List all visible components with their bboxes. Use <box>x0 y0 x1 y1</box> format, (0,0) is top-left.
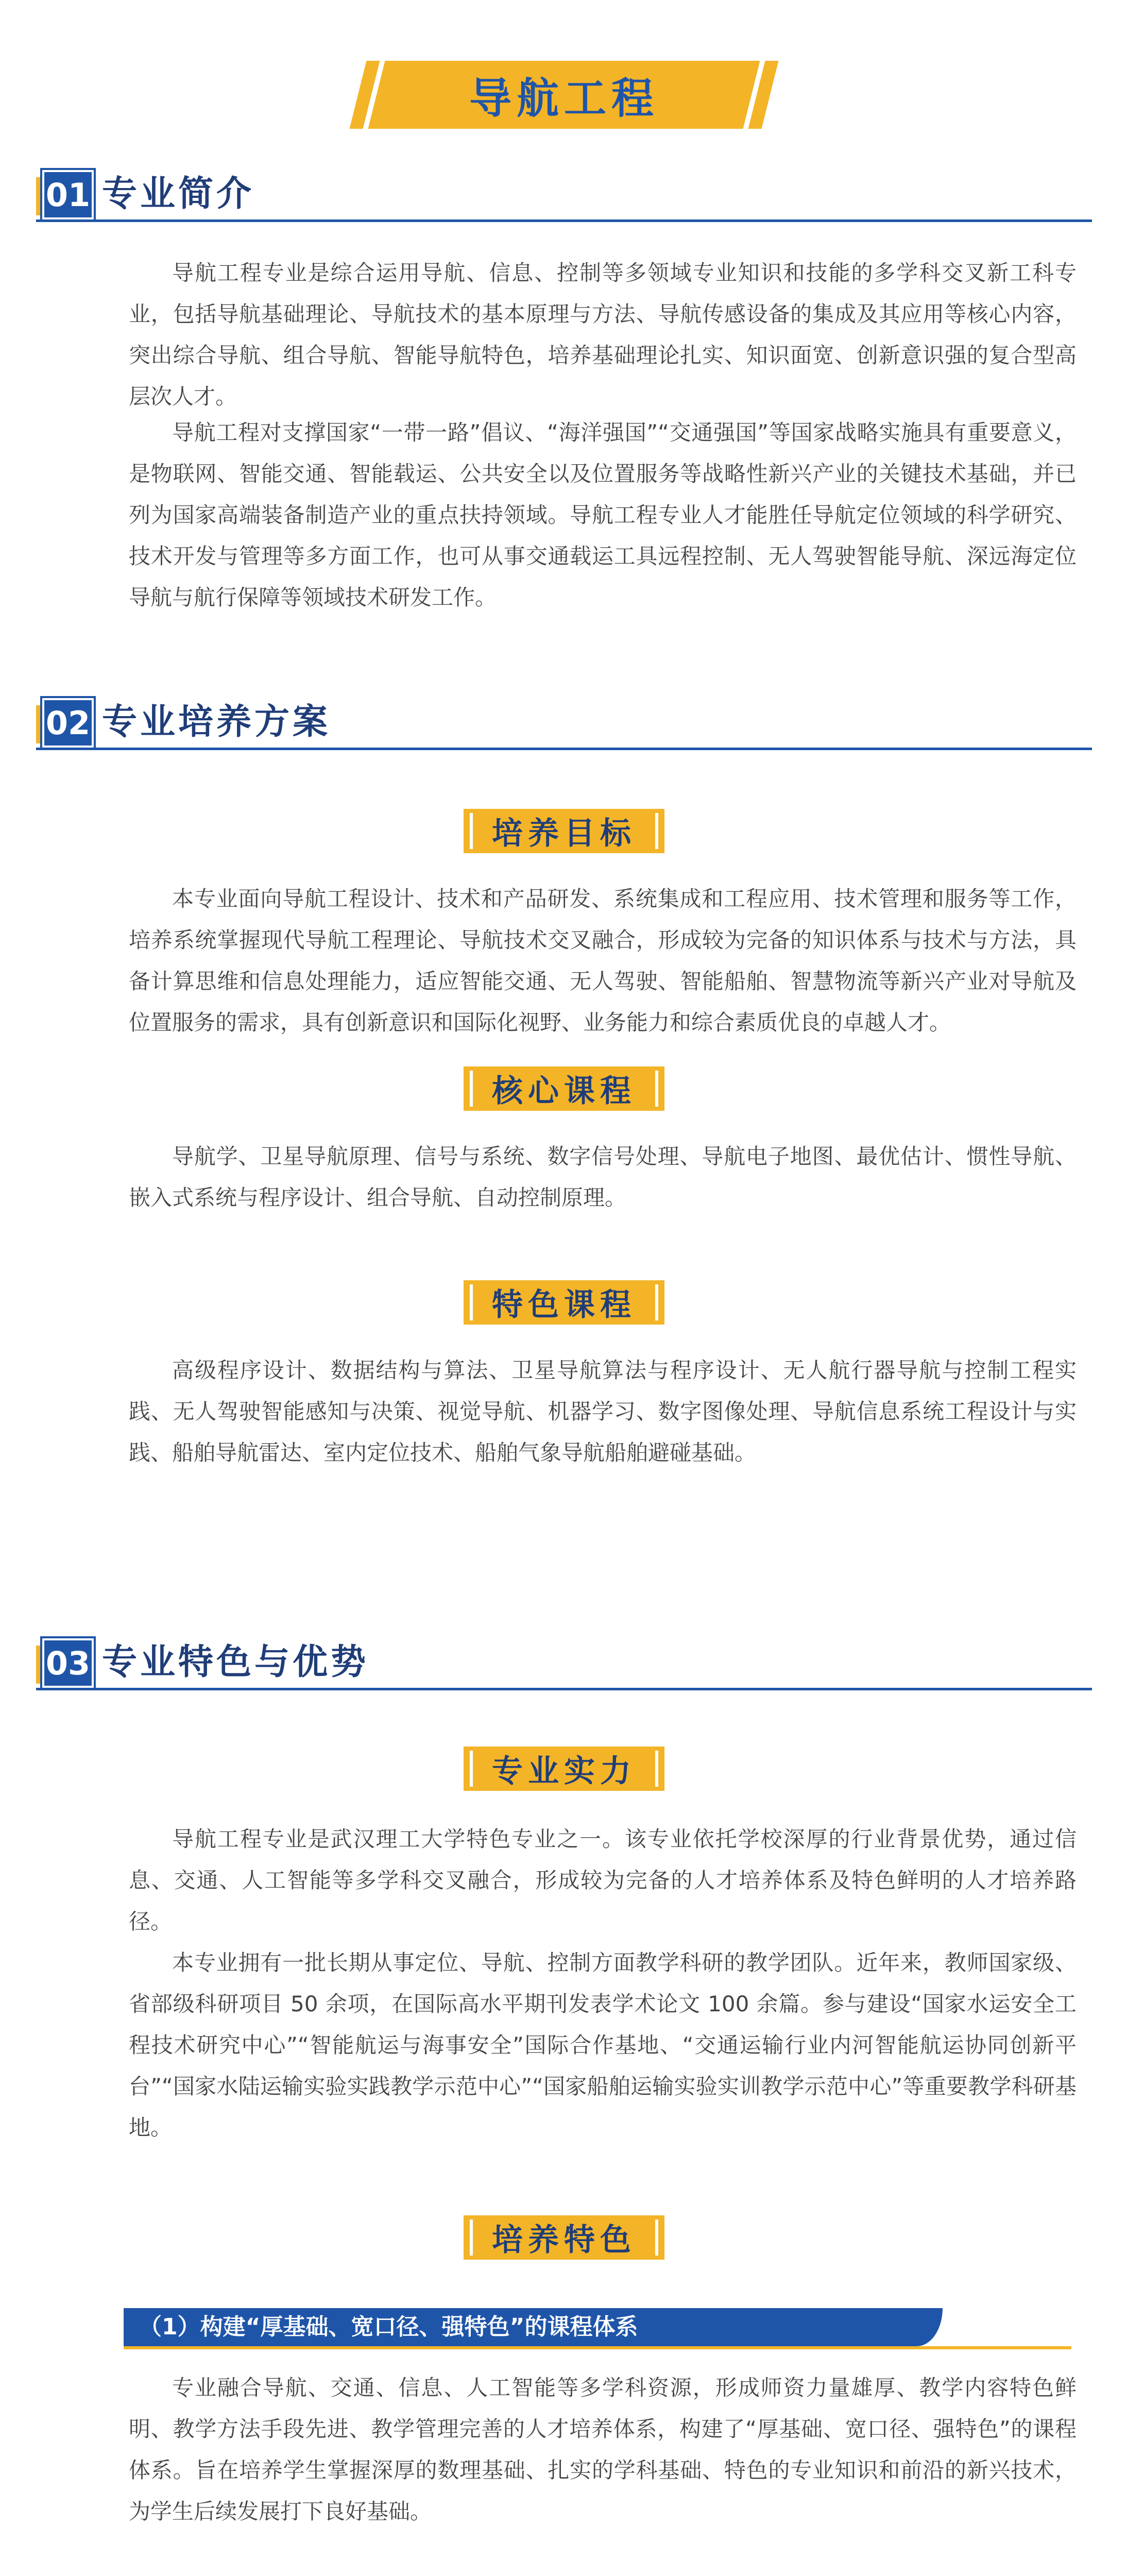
section-header-intro <box>36 170 1092 222</box>
feature-courses-paragraph: 高级程序设计、数据结构与算法、卫星导航算法与程序设计、无人航行器导航与控制工程实践、无人驾驶智能感知与决策、视觉导航、机器学习、数字图像处理、导航信息系统工程设计与实践、船舶导航雷达、室内定位技术、船舶气象导航船舶避碰基础。 <box>129 1358 1077 1465</box>
strength-paragraph-1: 导航工程专业是武汉理工大学特色专业之一。该专业依托学校深厚的行业背景优势，通过信息、交通、人工智能等多学科交叉融合，形成较为完备的人才培养体系及特色鲜明的人才培养路径。 <box>129 1826 1077 1934</box>
intro-paragraph-2: 导航工程对支撑国家“一带一路”倡议、“海洋强国”“交通强国”等国家战略实施具有重要意义，是物联网、智能交通、智能载运、公共安全以及位置服务等战略性新兴产业的关键技术基础，并已列为国家高端装备制造产业的重点扶持领域。导航工程专业人才能胜任导航定位领域的科学研究、技术开发与管理等多方面工作，也可从事交通载运工具远程控制、无人驾驶智能导航、深远海定位导航与航行保障等领域技术研发工作。 <box>129 420 1077 610</box>
page-title: 导航工程 <box>469 74 659 123</box>
intro-paragraph-1: 导航工程专业是综合运用导航、信息、控制等多领域专业知识和技能的多学科交叉新工科专业，包括导航基础理论、导航技术的基本原理与方法、导航传感设备的集成及其应用等核心内容，突出综合导航、组合导航、智能导航特色，培养基础理论扎实、知识面宽、创新意识强的复合型高层次人才。 <box>129 260 1077 409</box>
section-number: 03 <box>42 1638 94 1688</box>
tag-core-courses: 核心课程 <box>464 1066 664 1111</box>
section-number: 02 <box>42 698 94 748</box>
core-courses-paragraph: 导航学、卫星导航原理、信号与系统、数字信号处理、导航电子地图、最优估计、惯性导航、嵌入式系统与程序设计、组合导航、自动控制原理。 <box>129 1144 1077 1210</box>
tag-training-goal: 培养目标 <box>464 809 664 853</box>
tag-strength: 专业实力 <box>464 1747 664 1791</box>
section-number: 01 <box>42 170 94 219</box>
goal-paragraph: 本专业面向导航工程设计、技术和产品研发、系统集成和工程应用、技术管理和服务等工作，培养系统掌握现代导航工程理论、导航技术交叉融合，形成较为完备的知识体系与技术与方法，具备计算思维和信息处理能力，适应智能交通、无人驾驶、智能船舶、智慧物流等新兴产业对导航及位置服务的需求，具有创新意识和国际化视野、业务能力和综合素质优良的卓越人才。 <box>129 886 1077 1035</box>
feature-bar-1: （1）构建“厚基础、宽口径、强特色”的课程体系 <box>124 2308 943 2346</box>
feature-text-1: 专业融合导航、交通、信息、人工智能等多学科资源，形成师资力量雄厚、教学内容特色鲜明、教学方法手段先进、教学管理完善的人才培养体系，构建了“厚基础、宽口径、强特色”的课程体系。旨在培养学生掌握深厚的数理基础、扎实的学科基础、特色的专业知识和前沿的新兴技术，为学生后续发展打下良好基础。 <box>129 2375 1077 2524</box>
tag-feature-courses: 特色课程 <box>464 1280 664 1325</box>
page-title-banner <box>389 61 739 129</box>
section-title: 专业特色与优势 <box>102 1642 369 1683</box>
tag-training-features: 培养特色 <box>464 2215 664 2260</box>
strength-paragraph-2: 本专业拥有一批长期从事定位、导航、控制方面教学科研的教学团队。近年来，教师国家级、省部级科研项目 50 余项，在国际高水平期刊发表学术论文 100 余篇。参与建设“国家水运安全工程技术研究中心”“智能航运与海事安全”国际合作基地、“交通运输行业内河智能航运协同创新平台”“国家水陆运输实验实践教学示范中心”“国家船舶运输实验实训教学示范中心”等重要教学科研基地。 <box>129 1950 1077 2140</box>
section-title: 专业培养方案 <box>102 702 331 742</box>
section-header-strength <box>36 1638 1092 1690</box>
section-header-plan <box>36 698 1092 750</box>
section-title: 专业简介 <box>102 174 255 214</box>
